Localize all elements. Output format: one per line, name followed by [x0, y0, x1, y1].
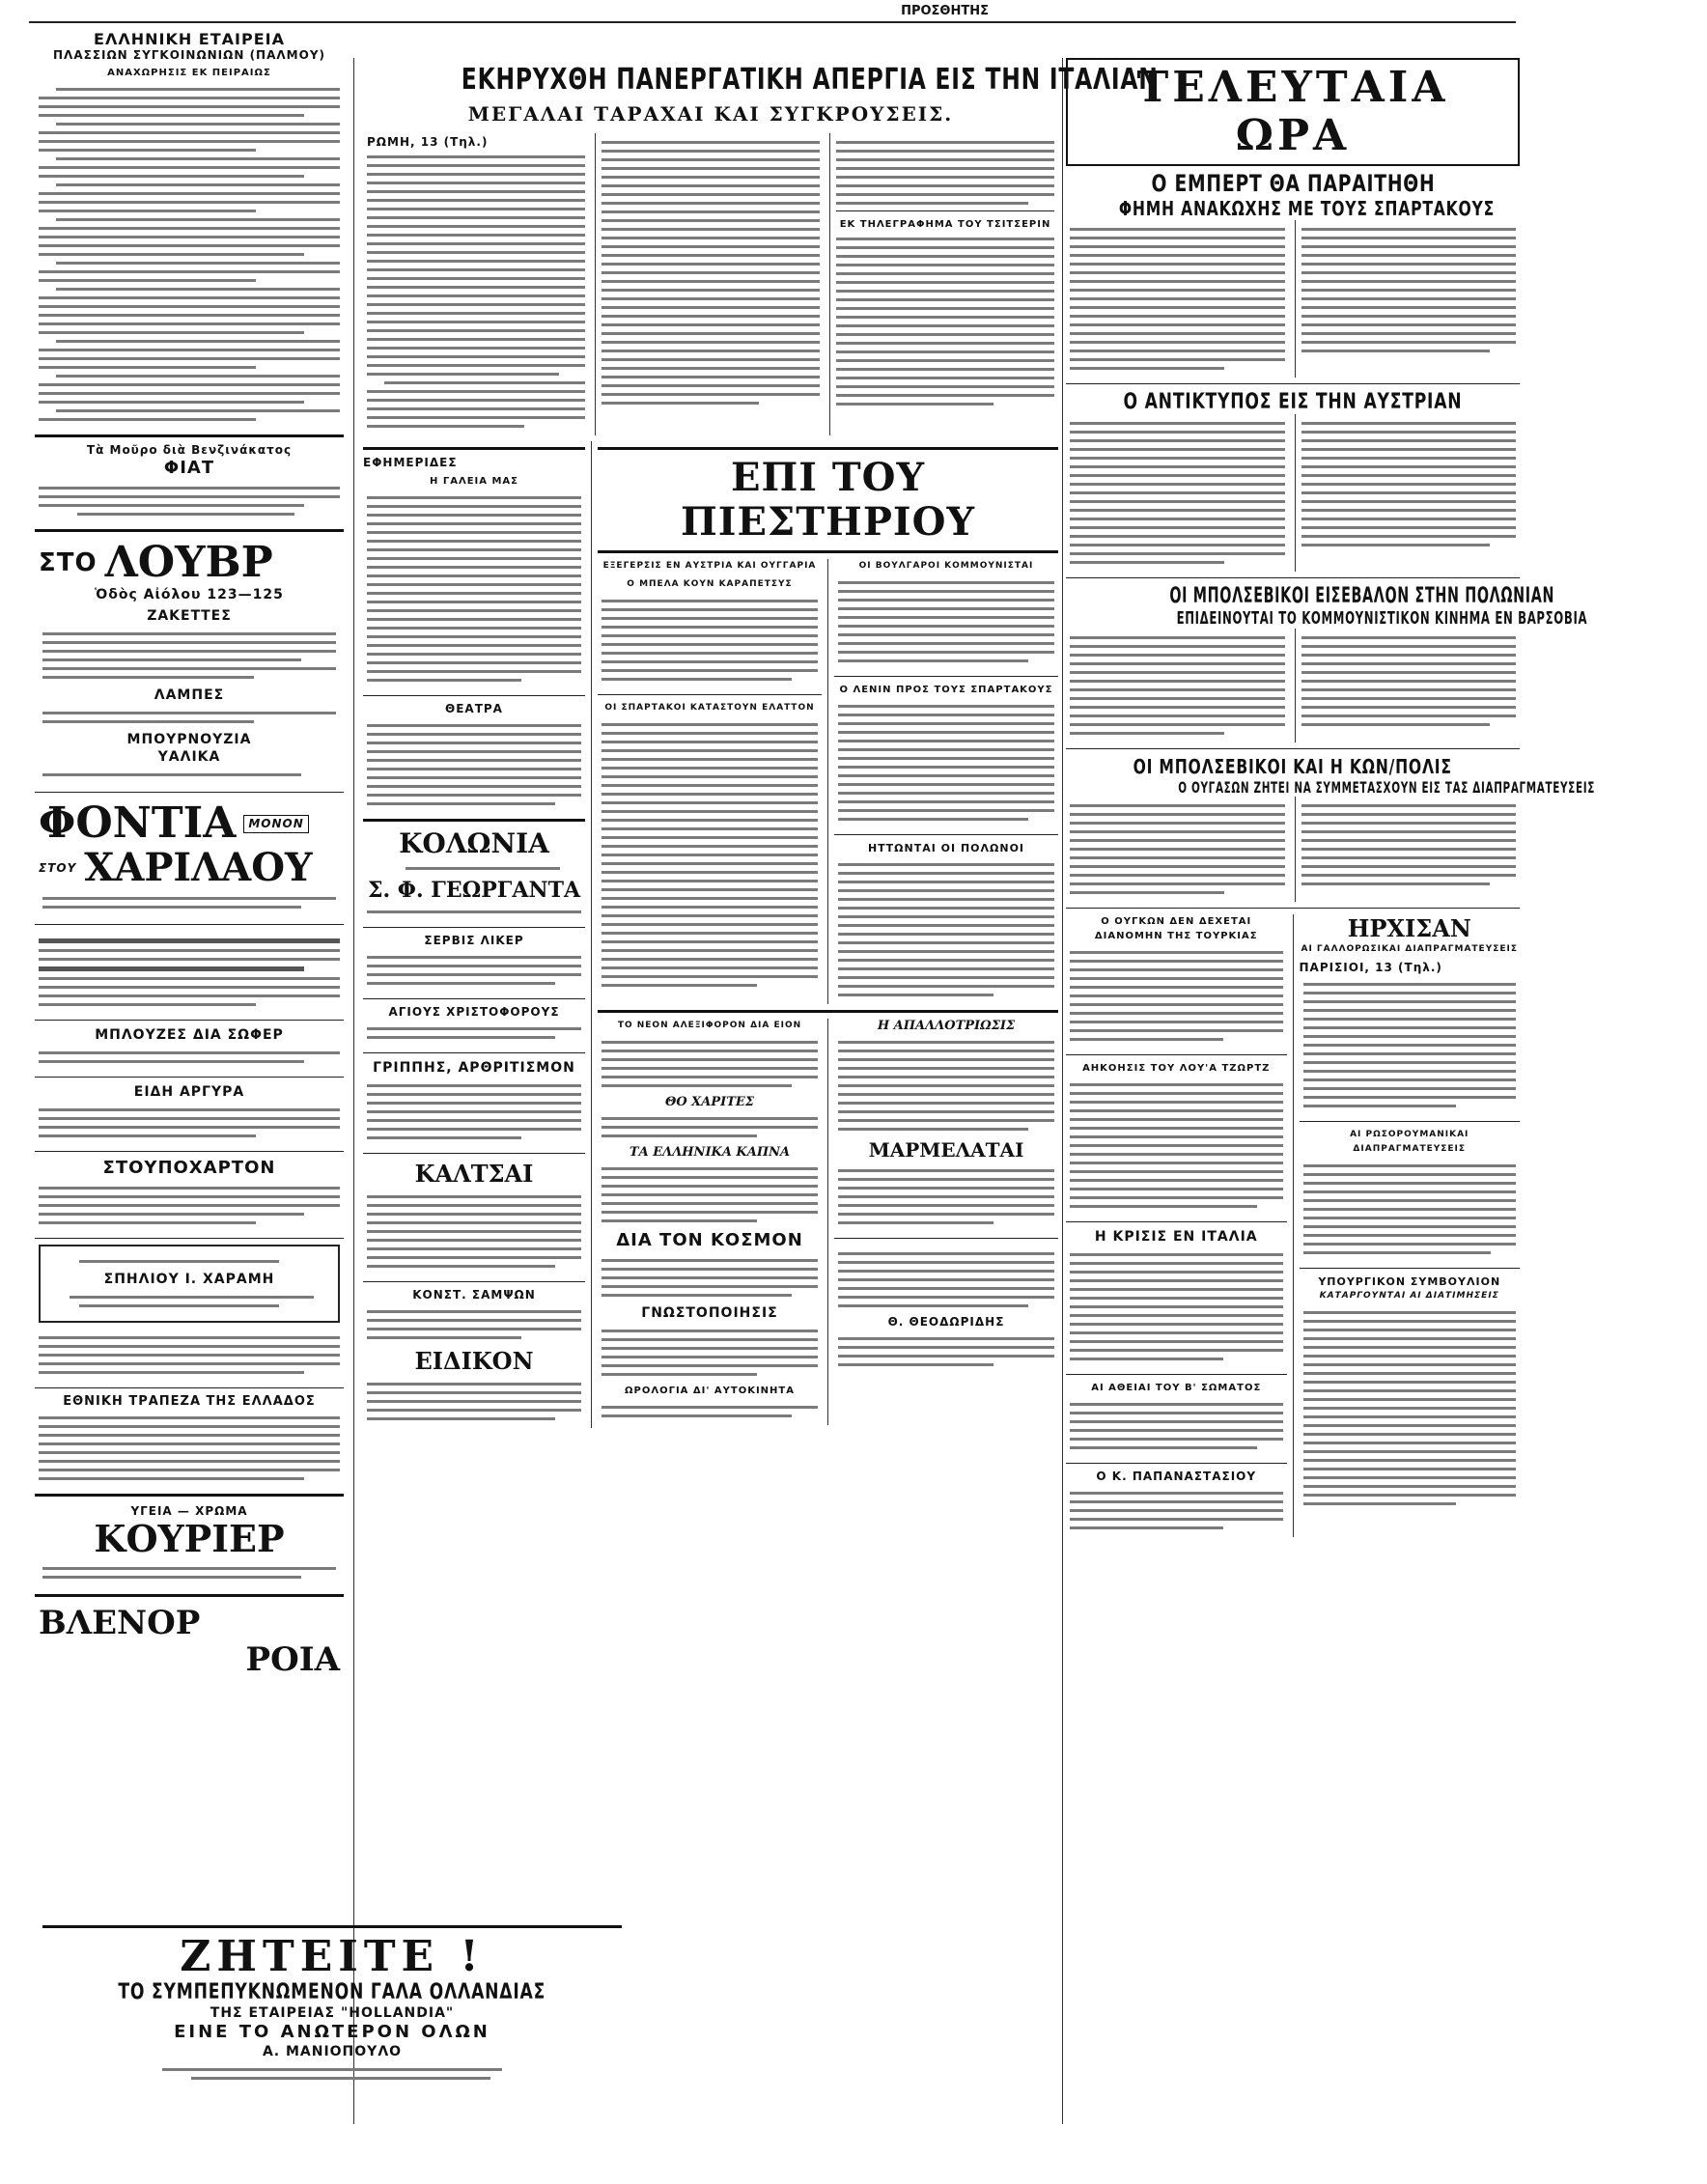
stop-press-sub3: ΟΙ ΒΟΥΛΓΑΡΟΙ ΚΟΜΜΟΥΝΙΣΤΑΙ — [858, 561, 1034, 571]
ebert-headline: Ο ΕΜΠΕΡΤ ΘΑ ΠΑΡΑΙΤΗΘΗ — [1151, 170, 1435, 197]
austria-headline: Ο ΑΝΤΙΚΤΥΠΟΣ ΕΙΣ ΤΗΝ ΑΥΣΤΡΙΑΝ — [1123, 390, 1463, 414]
left-column — [35, 25, 344, 2130]
spilios-ad — [39, 1245, 340, 1323]
curzon-subheadline: ΔΙΑΝΟΜΗΝ ΤΗΣ ΤΟΥΡΚΙΑΣ — [1094, 931, 1258, 941]
fontia-ad — [35, 798, 344, 918]
main-article-col2 — [595, 133, 824, 435]
main-article-col1 — [363, 133, 589, 435]
main-headline: ΕΚΗΡΥΧΘΗ ΠΑΝΕΡΓΑΤΙΚΗ ΑΠΕΡΓΙΑ ΕΙΣ ΤΗΝ ΙΤΑΛΙΑΝ — [461, 63, 1159, 97]
last-hour-title: ΤΕΛΕΥΤΑΙΑ ΩΡΑ — [1136, 63, 1449, 160]
louvre-name: ΛΟΥΒΡ — [104, 538, 273, 587]
kaltsai-ad: ΚΑΛΤΣΑΙ — [414, 1160, 534, 1188]
paris-dateline: ΠΑΡΙΣΙΟΙ, 13 (Τηλ.) — [1299, 961, 1442, 974]
press-and-ads-column — [363, 441, 585, 1428]
page-mark: ΠΡΟΣΘΗΤΗΣ — [895, 4, 994, 18]
stop-press-sub6: ΗΤΤΩΝΤΑΙ ΟΙ ΠΟΛΩΝΟΙ — [867, 842, 1025, 854]
press-section-heading: ΕΦΗΜΕΡΙΔΕΣ — [363, 456, 458, 469]
constantinople-headline: ΟΙ ΜΠΟΛΣΕΒΙΚΟΙ ΚΑΙ Η ΚΩΝ/ΠΟΛΙΣ — [1133, 755, 1453, 778]
apallot-heading: Η ΑΠΑΛΛΟΤΡΙΩΣΙΣ — [877, 1019, 1016, 1033]
middle-column — [363, 25, 1159, 2130]
page-header-rule — [29, 4, 1516, 23]
stop-press-sub5: Ο ΛΕΝΙΝ ΠΡΟΣ ΤΟΥΣ ΣΠΑΡΤΑΚΟΥΣ — [839, 685, 1053, 695]
misc-ad-blouses: ΜΠΛΟΥΖΕΣ ΔΙΑ ΣΩΦΕΡ — [95, 1027, 284, 1043]
fontia-name2: ΧΑΡΙΛΑΟΥ — [84, 845, 313, 890]
shipping-company-subtitle: ΠΛΑΣΣΙΩΝ ΣΥΓΚΟΙΝΩΝΙΩΝ (ΠΑΛΜΟΥ) — [53, 48, 325, 62]
poland-headline: ΟΙ ΜΠΟΛΣΕΒΙΚΟΙ ΕΙΣΕΒΑΛΟΝ ΣΤΗΝ ΠΟΛΩΝΙΑΝ — [1169, 584, 1555, 608]
louvre-item-glassware: ΥΑΛΙΚΑ — [157, 749, 221, 765]
louvre-item-bournouzia: ΜΠΟΥΡΝΟΥΖΙΑ — [126, 732, 252, 747]
louvre-ad — [35, 538, 344, 786]
louvre-item-lamps: ΛΑΜΠΕΣ — [154, 687, 225, 703]
poland-article — [1066, 629, 1520, 742]
kourier-name: ΚΟΥΡΙΕΡ — [94, 1517, 285, 1560]
last-hour-banner — [1066, 58, 1520, 166]
departures-heading: ΑΝΑΧΩΡΗΣΙΣ ΕΚ ΠΕΙΡΑΙΩΣ — [107, 68, 271, 78]
shipping-company-title: ΕΛΛΗΝΙΚΗ ΕΤΑΙΡΕΙΑ — [94, 30, 285, 48]
stop-press-title: ΕΠΙ ΤΟΥ ΠΙΕΣΤΗΡΙΟΥ — [681, 455, 975, 545]
stop-press-sub4: ΟΙ ΣΠΑΡΤΑΚΟΙ ΚΑΤΑΣΤΟΥΝ ΕΛΑΤΤΟΝ — [604, 703, 815, 713]
fontia-only: ΜΟΝΟΝ — [243, 815, 308, 833]
stop-press-sub2: Ο ΜΠΕΛΑ ΚΟΥΝ ΚΑΡΑΠΕΤΣΥΣ — [627, 579, 793, 589]
main-article-col3 — [829, 133, 1058, 435]
began-headline: ΗΡΧΙΣΑΝ — [1347, 914, 1471, 942]
misc-ad-stoupoxarton: ΣΤΟΥΠΟΧΑΡΤΟΝ — [102, 1158, 276, 1178]
hollandia-company: ΤΗΣ ΕΤΑΙΡΕΙΑΣ "HOLLANDIA" — [210, 2005, 455, 2021]
samfon-ad: ΚΟΝΣΤ. ΣΑΜΨΩΝ — [412, 1288, 536, 1302]
kolonia-title: ΚΟΛΩΝΙΑ — [399, 827, 549, 859]
lower-right-columns — [1066, 914, 1520, 1537]
misc-notices-columns — [598, 1019, 1058, 1425]
orologia-heading: ΩΡΟΛΟΓΙΑ ΔΙ' ΑΥΤΟΚΙΝΗΤΑ — [625, 1386, 795, 1396]
shipping-schedule-text — [35, 80, 344, 429]
poland-subheadline: ΕΠΙΔΕΙΝΟΥΤΑΙ ΤΟ ΚΟΜΜΟΥΝΙΣΤΙΚΟΝ ΚΙΝΗΜΑ ΕΝ ΒΑΡΣΟΒΙΑ — [1176, 608, 1588, 629]
gnostop-heading: ΓΝΩΣΤΟΠΟΙΗΣΙΣ — [641, 1305, 778, 1321]
lloyd-george-headline: ΑΗΚΟΗΣΙΣ ΤΟΥ ΛΟΥ'Α ΤΖΩΡΤΖ — [1082, 1063, 1271, 1074]
bank-title: ΕΘΝΙΚΗ ΤΡΑΠΕΖΑ ΤΗΣ ΕΛΛΑΔΟΣ — [63, 1394, 316, 1409]
hollandia-best: ΕΙΝΕ ΤΟ ΑΝΩΤΕΡΟΝ ΟΛΩΝ — [174, 2022, 490, 2042]
blenor-name: ΒΛΕΝΟΡ — [39, 1604, 201, 1642]
main-subheadline: ΜΕΓΑΛΑΙ ΤΑΡΑΧΑΙ ΚΑΙ ΣΥΓΚΡΟΥΣΕΙΣ. — [467, 102, 954, 126]
serial-ad: ΣΕΡΒΙΣ ΛΙΚΕΡ — [424, 934, 524, 947]
middle-lower-section — [363, 441, 1058, 1428]
leave-headline: ΑΙ ΑΘΕΙΑΙ ΤΟΥ Β' ΣΩΜΑΤΟΣ — [1091, 1383, 1262, 1393]
louvre-prefix: ΣΤΟ — [39, 548, 98, 577]
ebert-article — [1066, 220, 1520, 378]
austria-article — [1066, 414, 1520, 572]
hollandia-agent: Α. ΜΑΝΙΟΠΟΥΛΟ — [262, 2044, 403, 2059]
marmelatai-heading: ΜΑΡΜΕΛΑΤΑΙ — [868, 1138, 1024, 1162]
curzon-headline: Ο ΟΥΓΚΩΝ ΔΕΝ ΔΕΧΕΤΑΙ — [1101, 916, 1252, 927]
zor-heading: ΤΟ ΝΕΟΝ ΑΛΕΞΙΦΟΡΟΝ ΔΙΑ ΕΙΟΝ — [617, 1021, 802, 1030]
theodoridis-heading: Θ. ΘΕΟΔΩΡΙΔΗΣ — [887, 1315, 1005, 1329]
right-column — [1066, 25, 1595, 2130]
cabinet-subheadline: ΚΑΤΑΡΓΟΥΝΤΑΙ ΑΙ ΔΙΑΤΙΜΗΣΕΙΣ — [1319, 1291, 1499, 1301]
kosmon-heading: ΔΙΑ ΤΟΝ ΚΟΣΜΟΝ — [616, 1230, 803, 1250]
theatre-heading: ΘΕΑΤΡΑ — [445, 702, 503, 715]
louvre-item: ΖΑΚΕΤΤΕΣ — [147, 608, 232, 624]
blenor-name2: ΡΟΙΑ — [245, 1640, 340, 1679]
agios-ad: ΑΓΙΟΥΣ ΧΡΙΣΤΟΦΟΡΟΥΣ — [388, 1005, 560, 1019]
stop-press-columns — [598, 559, 1058, 1004]
zitite-title: ΖΗΤΕΙΤΕ ! — [180, 1932, 485, 1981]
fiat-lead: Τὰ Μοῦρο διὰ Βενζινάκατος — [86, 443, 293, 457]
main-article-dateline: ΡΩΜΗ, 13 (Τηλ.) — [367, 135, 489, 149]
cabinet-headline: ΥΠΟΥΡΓΙΚΟΝ ΣΥΜΒΟΥΛΙΟΝ — [1318, 1275, 1501, 1288]
main-article-columns — [363, 133, 1058, 435]
eidikon-ad: ΕΙΔΙΚΟΝ — [414, 1347, 534, 1375]
fiat-ad-title: ΦΙΑΤ — [163, 458, 215, 478]
column-divider — [353, 58, 354, 2124]
fontia-at: ΣΤΟΥ — [39, 860, 77, 875]
russo-romanian-headline: ΑΙ ΡΩΣΟΡΟΥΜΑΝΙΚΑΙ ΔΙΑΠΡΑΓΜΑΤΕΥΣΕΙΣ — [1350, 1130, 1469, 1154]
xarites-heading: ΘΟ ΧΑΡΙΤΕΣ — [665, 1095, 754, 1109]
kourier-top: ΥΓΕΙΑ — ΧΡΩΜΑ — [130, 1504, 248, 1518]
spilios-name: ΣΠΗΛΙΟΥ Ι. ΧΑΡΑΜΗ — [103, 1272, 275, 1287]
column-divider — [1062, 58, 1063, 2124]
constantinople-article — [1066, 797, 1520, 902]
milk-line: ΤΟ ΣΥΜΠΕΠΥΚΝΩΜΕΝΟΝ ΓΑΛΑ ΟΛΛΑΝΔΙΑΣ — [118, 1980, 546, 2004]
misc-ad-silver: ΕΙΔΗ ΑΡΓΥΡΑ — [133, 1084, 245, 1100]
grippi-ad: ΓΡΙΠΠΗΣ, ΑΡΘΡΙΤΙΣΜΟΝ — [373, 1060, 575, 1076]
franco-russian-headline: ΑΙ ΓΑΛΛΟΡΩΣΙΚΑΙ ΔΙΑΠΡΑΓΜΑΤΕΥΣΕΙΣ — [1301, 944, 1519, 954]
stop-press-sub1: ΕΞΕΓΕΡΣΙΣ ΕΝ ΑΥΣΤΡΙΑ ΚΑΙ ΟΥΓΓΑΡΙΑ — [602, 561, 817, 571]
hollandia-ad — [42, 1925, 622, 2099]
italy-crisis-headline: Η ΚΡΙΣΙΣ ΕΝ ΙΤΑΛΙΑ — [1094, 1229, 1258, 1245]
kolonia-maker: Σ. Φ. ΓΕΩΡΓΑΝΤΑ — [367, 878, 581, 903]
fontia-name: ΦΟΝΤΙΑ — [39, 798, 237, 848]
press-subheading: Η ΓΑΛΕΙΑ ΜΑΣ — [430, 476, 518, 487]
telegraph-heading: ΕΚ ΤΗΛΕΓΡΑΦΗΜΑ ΤΟΥ ΤΣΙΤΣΕΡΙΝ — [839, 219, 1051, 230]
kapna-heading: ΤΑ ΕΛΛΗΝΙΚΑ ΚΑΠΝΑ — [629, 1145, 791, 1160]
stop-press-section — [591, 441, 1058, 1428]
kourier-ad — [35, 1502, 344, 1588]
ebert-subheadline: ΦΗΜΗ ΑΝΑΚΩΧΗΣ ΜΕ ΤΟΥΣ ΣΠΑΡΤΑΚΟΥΣ — [1118, 197, 1496, 220]
louvre-address: Ὁδὸς Αἰόλου 123—125 — [95, 587, 284, 602]
constantinople-subheadline: Ο ΟΥΓΑΣΩΝ ΖΗΤΕΙ ΝΑ ΣΥΜΜΕΤΑΣΧΟΥΝ ΕΙΣ ΤΑΣ ΔΙΑΠΡΑΓΜΑΤΕΥΣΕΙΣ — [1178, 778, 1595, 797]
papanastasiou-headline: Ο Κ. ΠΑΠΑΝΑΣΤΑΣΙΟΥ — [1096, 1470, 1257, 1483]
blenor-ad — [35, 1603, 344, 1680]
